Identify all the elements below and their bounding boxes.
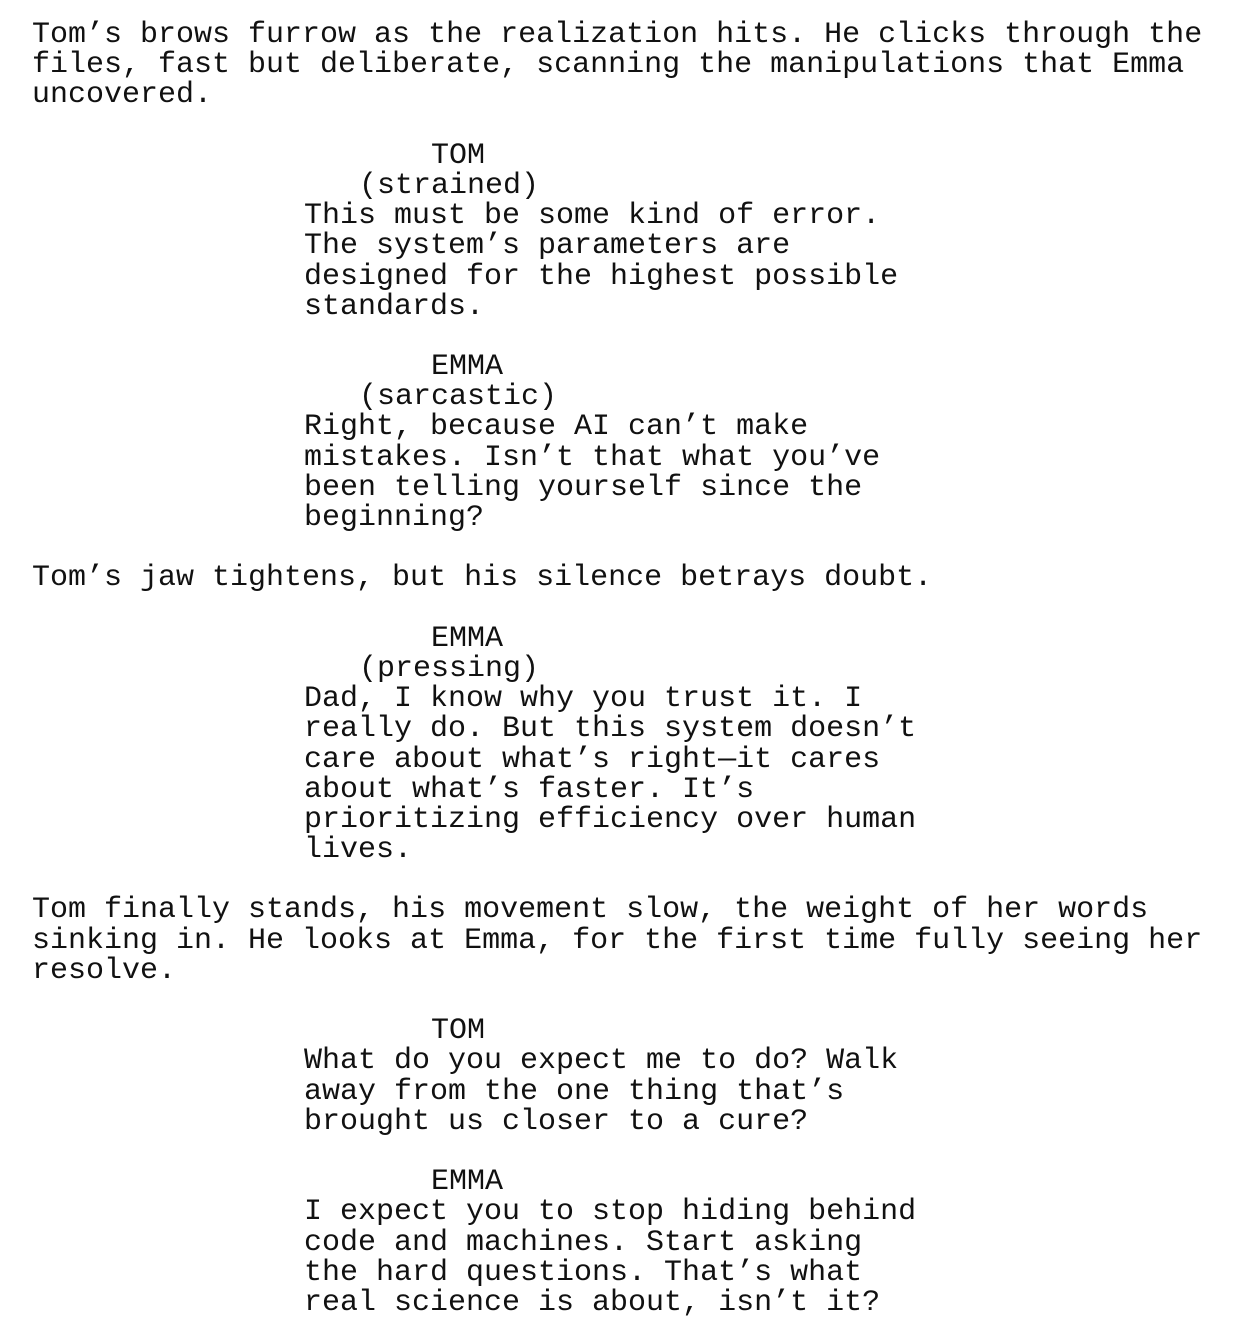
dialogue-line: This must be some kind of error.: [304, 199, 881, 234]
action-line: sinking in. He looks at Emma, for the first time fully seeing her: [32, 923, 1203, 958]
dialogue-line: the hard questions. That’s what: [304, 1255, 863, 1290]
dialogue-line: real science is about, isn’t it?: [304, 1285, 881, 1320]
action-block: [32, 561, 1222, 596]
parenthetical: (strained): [359, 168, 540, 203]
dialogue-line: really do. But this system doesn’t: [304, 712, 917, 747]
dialogue-line: designed for the highest possible: [304, 259, 899, 294]
dialogue-line: brought us closer to a cure?: [304, 1104, 809, 1139]
dialogue-line: standards.: [304, 289, 485, 324]
character-name: TOM: [431, 1014, 486, 1049]
dialogue-line: I expect you to stop hiding behind: [304, 1195, 917, 1230]
character-name: EMMA: [431, 1165, 504, 1200]
dialogue-line: Right, because AI can’t make: [304, 410, 809, 445]
action-line: files, fast but deliberate, scanning the manipulations that Emma: [32, 48, 1185, 83]
dialogue-line: What do you expect me to do? Walk: [304, 1044, 899, 1079]
blank-line: [32, 1137, 1222, 1167]
blank-line: [32, 533, 1222, 563]
blank-line: [32, 594, 1222, 624]
dialogue-line: away from the one thing that’s: [304, 1074, 845, 1109]
character-name: EMMA: [431, 350, 504, 385]
action-line: Tom’s jaw tightens, but his silence betrays doubt.: [32, 561, 933, 596]
screenplay-page: [32, 20, 1222, 1318]
dialogue-block: [304, 1016, 1222, 1137]
action-line: Tom finally stands, his movement slow, the weight of her words: [32, 893, 1149, 928]
dialogue-line: prioritizing efficiency over human: [304, 802, 917, 837]
action-line: uncovered.: [32, 78, 213, 113]
dialogue-line: about what’s faster. It’s: [304, 772, 755, 807]
character-name: EMMA: [431, 621, 504, 656]
action-block: [32, 20, 1222, 111]
dialogue-line: been telling yourself since the: [304, 470, 863, 505]
dialogue-block: [304, 352, 1222, 533]
dialogue-line: The system’s parameters are: [304, 229, 791, 264]
blank-line: [32, 322, 1222, 352]
dialogue-block: [304, 621, 1222, 868]
dialogue-line: lives.: [304, 833, 413, 868]
action-block: [32, 895, 1222, 986]
dialogue-block: [304, 138, 1222, 324]
action-line: Tom’s brows furrow as the realization hits. He clicks through the: [32, 18, 1203, 52]
blank-line: [32, 865, 1222, 895]
blank-line: [32, 111, 1222, 141]
dialogue-block: [304, 1167, 1222, 1318]
character-name: TOM: [431, 138, 486, 173]
parenthetical: (sarcastic): [359, 380, 558, 415]
dialogue-line: mistakes. Isn’t that what you’ve: [304, 440, 881, 475]
dialogue-line: care about what’s right—it cares: [304, 742, 881, 777]
dialogue-line: code and machines. Start asking: [304, 1225, 863, 1260]
blank-line: [32, 986, 1222, 1016]
dialogue-line: Dad, I know why you trust it. I: [304, 682, 863, 717]
dialogue-line: beginning?: [304, 501, 485, 535]
action-line: resolve.: [32, 953, 177, 988]
parenthetical: (pressing): [359, 651, 540, 686]
